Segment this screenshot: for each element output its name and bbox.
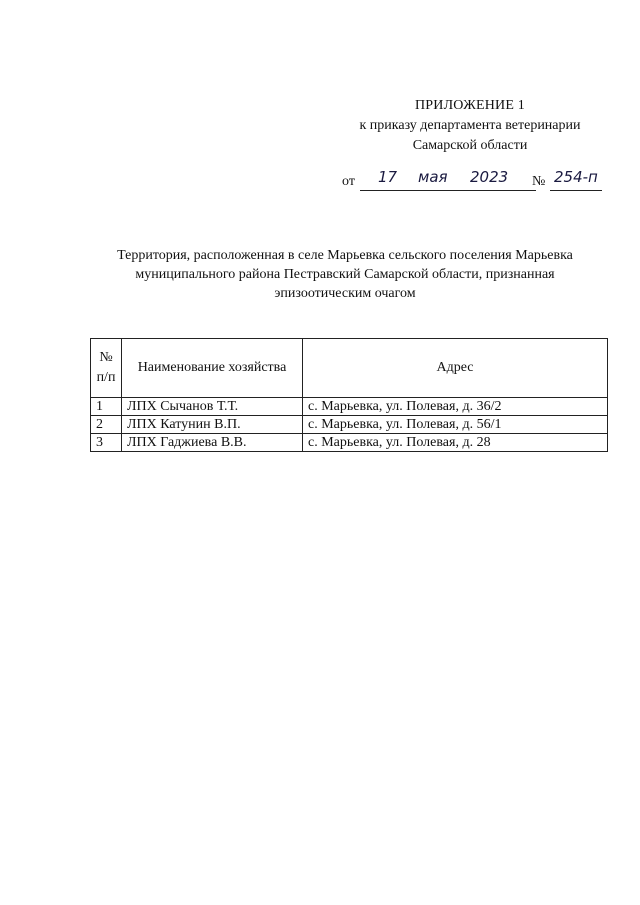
appendix-header bbox=[330, 96, 610, 156]
table-row bbox=[91, 398, 608, 416]
row-number: 2 bbox=[91, 416, 122, 434]
row-address: с. Марьевка, ул. Полевая, д. 56/1 bbox=[303, 416, 608, 434]
table-header-row bbox=[91, 339, 608, 398]
row-name: ЛПХ Гаджиева В.В. bbox=[122, 434, 303, 452]
row-number: 1 bbox=[91, 398, 122, 416]
table-row bbox=[91, 434, 608, 452]
row-name: ЛПХ Катунин В.П. bbox=[122, 416, 303, 434]
order-date-field bbox=[360, 170, 536, 191]
header-address: Адрес bbox=[303, 339, 608, 398]
title-line-3: эпизоотическим очагом bbox=[274, 286, 416, 301]
order-from-label: от bbox=[342, 174, 355, 189]
header-number-top: № bbox=[99, 350, 113, 365]
header-number-bottom: п/п bbox=[96, 370, 116, 385]
order-number-label: № bbox=[532, 174, 546, 189]
row-name: ЛПХ Сычанов Т.Т. bbox=[122, 398, 303, 416]
appendix-line-2: Самарской области bbox=[412, 138, 528, 153]
table-row bbox=[91, 416, 608, 434]
order-date-month: мая bbox=[418, 168, 448, 186]
header-number bbox=[91, 339, 122, 398]
title-line-1: Территория, расположенная в селе Марьевка сельского поселения Марьевка bbox=[117, 248, 573, 263]
farms-table bbox=[90, 338, 608, 452]
row-address: с. Марьевка, ул. Полевая, д. 28 bbox=[303, 434, 608, 452]
appendix-line-1: к приказу департамента ветеринарии bbox=[359, 118, 581, 133]
row-address: с. Марьевка, ул. Полевая, д. 36/2 bbox=[303, 398, 608, 416]
order-date-day: 17 bbox=[378, 168, 398, 186]
row-number: 3 bbox=[91, 434, 122, 452]
order-reference bbox=[340, 170, 610, 196]
document-title bbox=[80, 246, 610, 303]
order-date-year: 2023 bbox=[470, 168, 509, 186]
order-number-value: 254-п bbox=[554, 168, 598, 186]
order-number-field bbox=[550, 170, 602, 191]
appendix-title: ПРИЛОЖЕНИЕ 1 bbox=[414, 98, 526, 113]
header-name: Наименование хозяйства bbox=[122, 339, 303, 398]
title-line-2: муниципального района Пестравский Самарской области, признанная bbox=[135, 267, 555, 282]
